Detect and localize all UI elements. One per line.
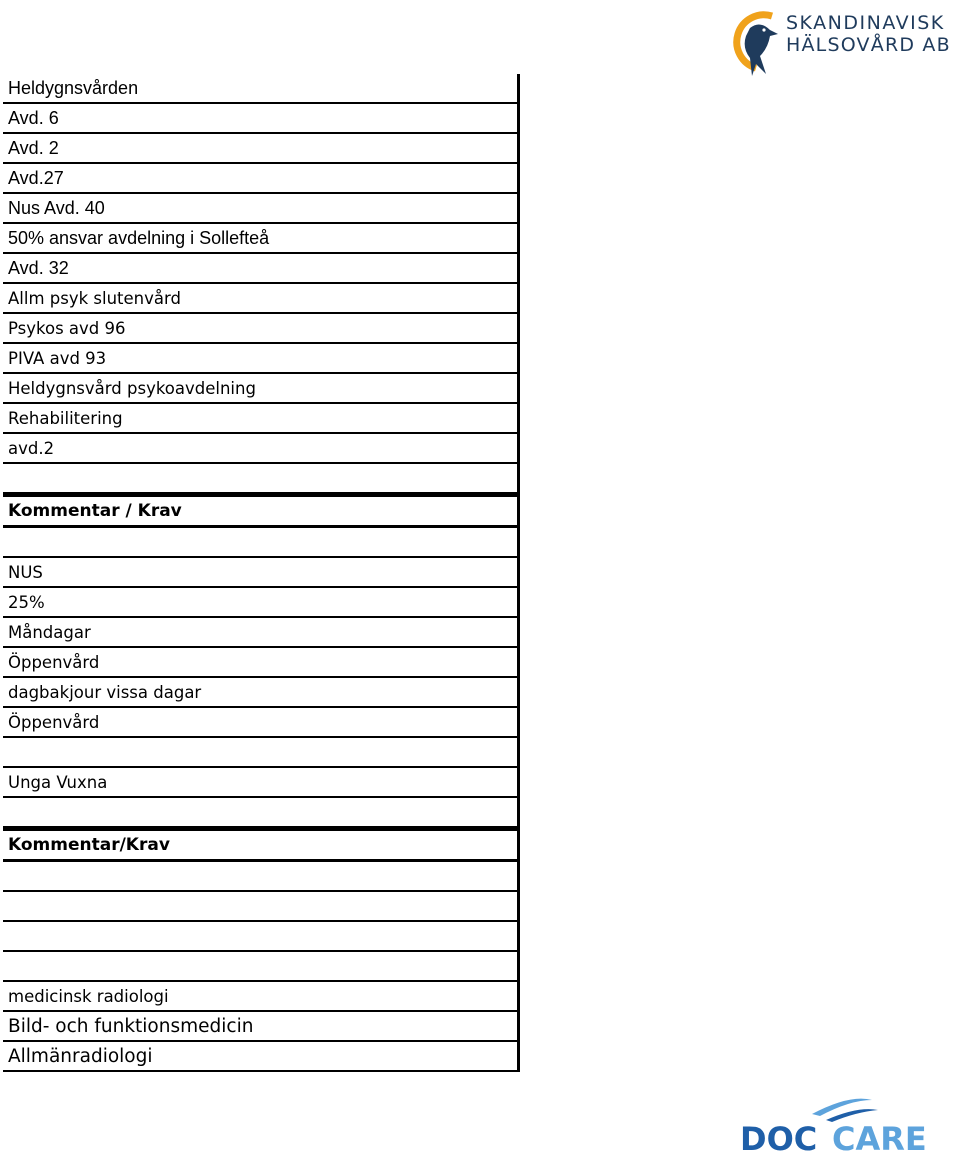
section-header-kommentar-krav: Kommentar / Krav — [3, 494, 517, 528]
doccare-swoosh-icon — [740, 1090, 945, 1158]
section-header-kommentar-krav-2: Kommentar/Krav — [3, 828, 517, 862]
table-row-empty — [3, 922, 517, 952]
table-row: Avd. 6 — [3, 104, 517, 134]
table-row: Öppenvård — [3, 708, 517, 738]
table-row: Nus Avd. 40 — [3, 194, 517, 224]
table-row: Heldygnsvården — [3, 74, 517, 104]
table-row: Rehabilitering — [3, 404, 517, 434]
table-row: Öppenvård — [3, 648, 517, 678]
table-row: avd.2 — [3, 434, 517, 464]
table-row: Unga Vuxna — [3, 768, 517, 798]
table-row: NUS — [3, 558, 517, 588]
brand-line-1: SKANDINAVISK — [786, 12, 945, 34]
table-row: medicinsk radiologi — [3, 982, 517, 1012]
table-row: dagbakjour vissa dagar — [3, 678, 517, 708]
table-row-empty — [3, 738, 517, 768]
table-row: 25% — [3, 588, 517, 618]
table-row: PIVA avd 93 — [3, 344, 517, 374]
table-row: Psykos avd 96 — [3, 314, 517, 344]
doccare-logo — [740, 1090, 945, 1158]
bird-logo-icon — [726, 8, 784, 82]
table-row-empty — [3, 798, 517, 828]
table-row: Avd. 32 — [3, 254, 517, 284]
brand-line-2: HÄLSOVÅRD AB — [786, 34, 951, 56]
table-row: Heldygnsvård psykoavdelning — [3, 374, 517, 404]
table-row: Bild- och funktionsmedicin — [3, 1012, 517, 1042]
table-row: 50% ansvar avdelning i Sollefteå — [3, 224, 517, 254]
skandinavisk-halsovard-logo — [726, 8, 956, 82]
department-table — [3, 74, 520, 1072]
table-row: Allm psyk slutenvård — [3, 284, 517, 314]
care-text: CARE — [832, 1120, 927, 1158]
table-row: Avd.27 — [3, 164, 517, 194]
table-row-empty — [3, 528, 517, 558]
table-row: Måndagar — [3, 618, 517, 648]
table-row-empty — [3, 862, 517, 892]
table-row: Allmänradiologi — [3, 1042, 517, 1072]
table-row-empty — [3, 892, 517, 922]
table-row: Avd. 2 — [3, 134, 517, 164]
table-row-empty — [3, 464, 517, 494]
doc-text: DOC — [740, 1120, 818, 1158]
table-row-empty — [3, 952, 517, 982]
